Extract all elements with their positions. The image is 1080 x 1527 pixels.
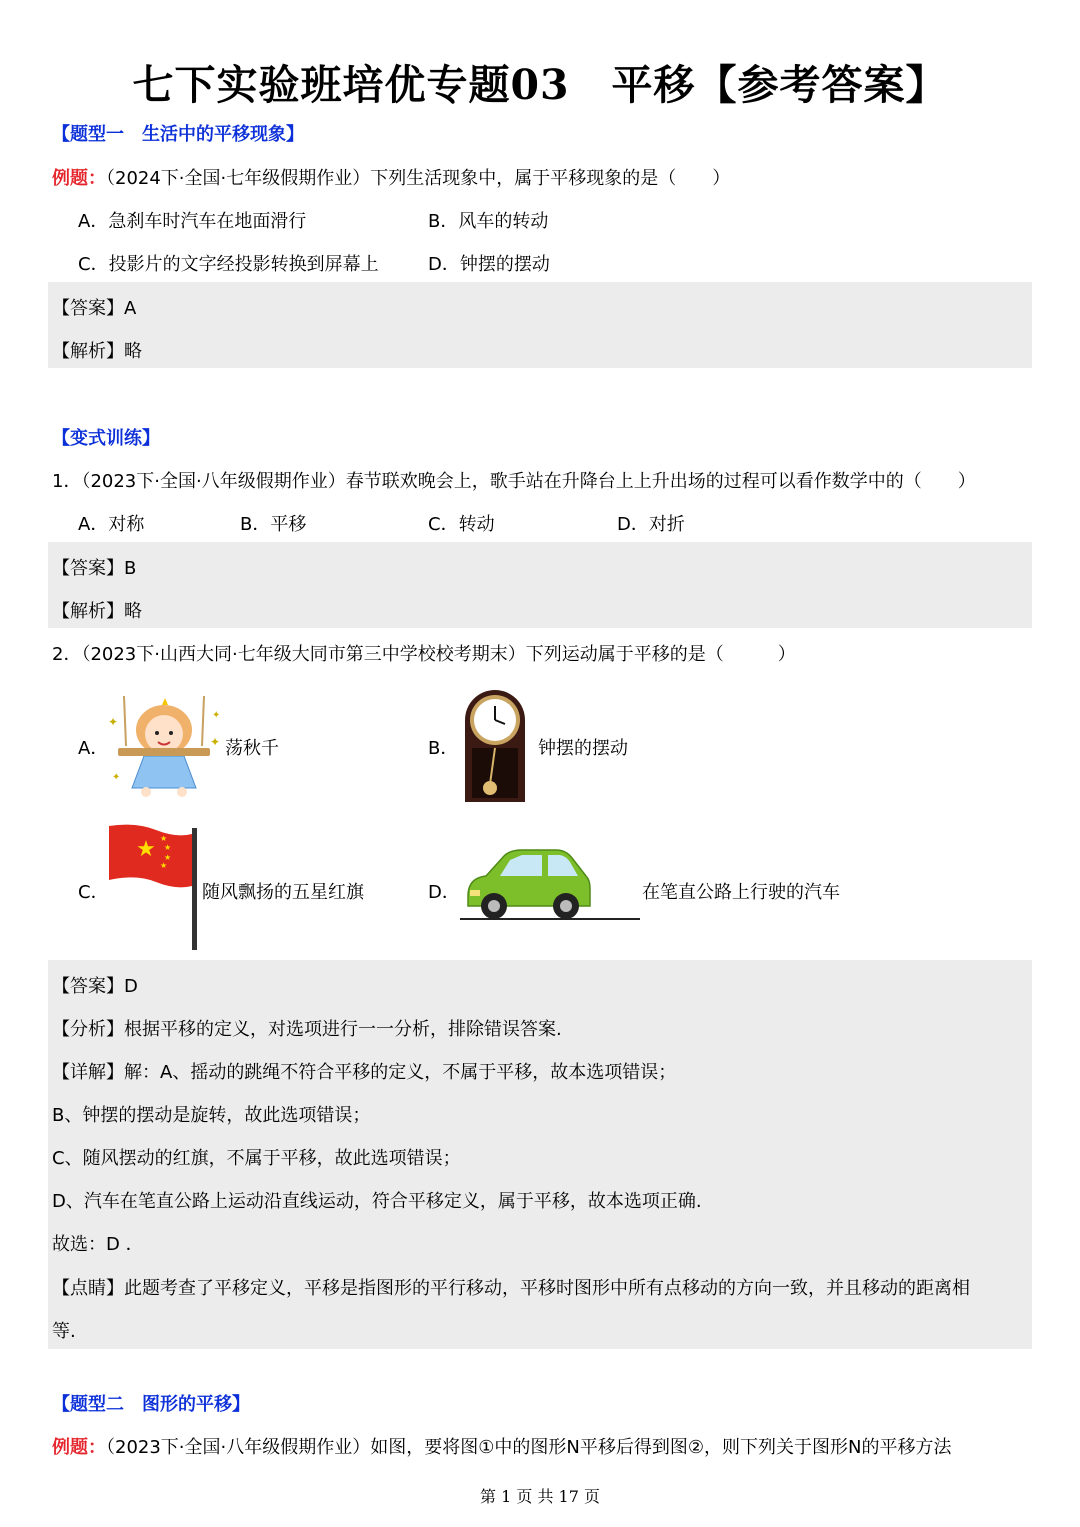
q2-option-c-letter: C．: [78, 882, 109, 903]
q1-answer: 【答案】B: [52, 558, 137, 579]
svg-text:★: ★: [164, 853, 172, 862]
svg-text:✦: ✦: [112, 772, 121, 783]
q2-detail-line: D、汽车在笔直公路上运动沿直线运动，符合平移定义，属于平移，故本选项正确.: [52, 1191, 702, 1212]
page-title: 七下实验班培优专题03 平移【参考答案】: [132, 61, 948, 109]
example1-answer: 【答案】A: [52, 298, 137, 319]
section-heading-type1: 【题型一 生活中的平移现象】: [52, 124, 304, 145]
q1-option-a: A．对称: [78, 514, 145, 535]
page-footer: 第 1 页 共 17 页: [480, 1487, 600, 1506]
example1-answer-box: [48, 282, 1032, 368]
example2-question-text: （2023下·全国·八年级假期作业）如图，要将图①中的图形N平移后得到图②，则下列关于图形N的平移方法: [106, 1437, 952, 1458]
q1-option-d: D．对折: [617, 514, 685, 535]
example1-option-a: A．急刹车时汽车在地面滑行: [78, 211, 307, 232]
svg-text:✦: ✦: [108, 715, 119, 729]
girl-on-swing-icon: [104, 696, 224, 800]
q1-option-b: B．平移: [240, 514, 307, 535]
svg-text:✦: ✦: [210, 735, 221, 749]
example-label: 例题：: [52, 168, 106, 189]
example1-option-c: C．投影片的文字经投影转换到屏幕上: [78, 254, 379, 275]
q2-option-b-letter: B．: [428, 738, 459, 759]
q1-answer-box: [48, 542, 1032, 628]
example1-option-b: B．风车的转动: [428, 211, 549, 232]
green-car-icon: [460, 848, 642, 922]
svg-text:★: ★: [160, 861, 168, 870]
q2-option-b-text: 钟摆的摆动: [538, 738, 628, 759]
q2-comment-line: 等.: [52, 1321, 76, 1342]
q2-option-c-text: 随风飘扬的五星红旗: [202, 882, 364, 903]
q2-analysis-line: 【分析】根据平移的定义，对选项进行一一分析，排除错误答案.: [52, 1019, 562, 1040]
q2-option-a-text: 荡秋千: [225, 738, 279, 759]
example2-question: [52, 1433, 951, 1459]
q2-question: 2．（2023下·山西大同·七年级大同市第三中学校校考期末）下列运动属于平移的是（ ）: [52, 644, 796, 665]
section-heading-variant: 【变式训练】: [52, 428, 160, 449]
q1-option-c: C．转动: [428, 514, 495, 535]
q2-detail-line: B、钟摆的摆动是旋转，故此选项错误；: [52, 1105, 371, 1126]
q2-choice-line: 故选：D ．: [52, 1234, 144, 1255]
q2-comment-line: 【点睛】此题考查了平移定义，平移是指图形的平行移动，平移时图形中所有点移动的方向一致，并且移动的距离相: [52, 1278, 970, 1299]
svg-text:✦: ✦: [212, 710, 221, 721]
example1-option-d: D．钟摆的摆动: [428, 254, 550, 275]
q2-option-a-letter: A．: [78, 738, 109, 759]
q2-detail-line: 【详解】解：A、摇动的跳绳不符合平移的定义，不属于平移，故本选项错误；: [52, 1062, 677, 1083]
q2-option-d-text: 在笔直公路上行驶的汽车: [642, 882, 840, 903]
svg-text:★: ★: [136, 837, 156, 862]
section-heading-type2: 【题型二 图形的平移】: [52, 1394, 250, 1415]
q2-answer: 【答案】D: [52, 976, 138, 997]
q2-option-d-letter: D．: [428, 882, 460, 903]
example1-question-text: （2024下·全国·七年级假期作业）下列生活现象中，属于平移现象的是（ ）: [106, 168, 731, 189]
example1-question: [52, 164, 730, 190]
example-label: 例题：: [52, 1437, 106, 1458]
q2-detail-line: C、随风摆动的红旗，不属于平移，故此选项错误；: [52, 1148, 461, 1169]
pendulum-clock-icon: [462, 686, 528, 804]
q1-analysis: 【解析】略: [52, 601, 142, 622]
svg-text:★: ★: [160, 834, 168, 843]
example1-analysis: 【解析】略: [52, 341, 142, 362]
red-flag-icon: [106, 824, 202, 952]
svg-text:★: ★: [164, 843, 172, 852]
q1-question: 1．（2023下·全国·八年级假期作业）春节联欢晚会上，歌手站在升降台上上升出场的过程可以看作数学中的（ ）: [52, 471, 976, 492]
